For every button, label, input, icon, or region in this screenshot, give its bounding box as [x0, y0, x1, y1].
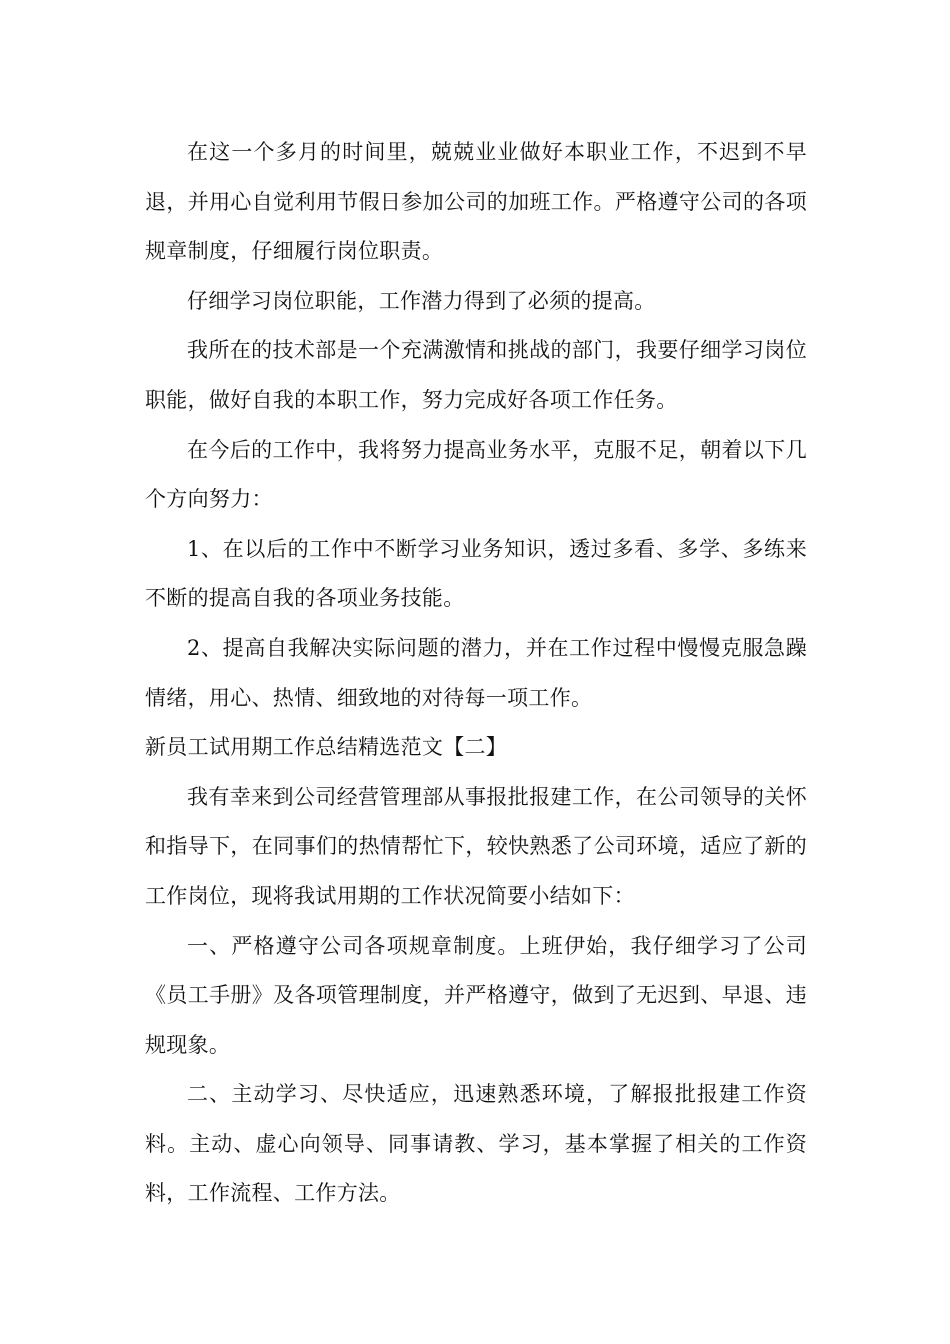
- paragraph-4: 在今后的工作中，我将努力提高业务水平，克服不足，朝着以下几个方向努力：: [145, 437, 807, 512]
- paragraph-8: 一、严格遵守公司各项规章制度。上班伊始，我仔细学习了公司《员工手册》及各项管理制度，并严格遵守，做到了无迟到、早退、违规现象。: [145, 933, 807, 1057]
- paragraph-2: 仔细学习岗位职能，工作潜力得到了必须的提高。: [187, 288, 656, 313]
- paragraph-3: 我所在的技术部是一个充满激情和挑战的部门，我要仔细学习岗位职能，做好自我的本职工作，努力完成好各项工作任务。: [145, 338, 807, 412]
- paragraph-9: 二、主动学习、尽快适应，迅速熟悉环境，了解报批报建工作资料。主动、虚心向领导、同事请教、学习，基本掌握了相关的工作资料，工作流程、工作方法。: [145, 1082, 807, 1206]
- paragraph-7: 我有幸来到公司经营管理部从事报批报建工作，在公司领导的关怀和指导下，在同事们的热情帮忙下，较快熟悉了公司环境，适应了新的工作岗位，现将我试用期的工作状况简要小结如下：: [145, 784, 807, 908]
- paragraph-5: 1、在以后的工作中不断学习业务知识，透过多看、多学、多练来不断的提高自我的各项业务技能。: [145, 536, 807, 611]
- section-heading: 新员工试用期工作总结精选范文【二】: [145, 735, 508, 760]
- paragraph-1: 在这一个多月的时间里，兢兢业业做好本职业工作，不迟到不早退，并用心自觉利用节假日参加公司的加班工作。严格遵守公司的各项规章制度，仔细履行岗位职责。: [145, 140, 807, 264]
- paragraph-6: 2、提高自我解决实际问题的潜力，并在工作过程中慢慢克服急躁情绪，用心、热情、细致地的对待每一项工作。: [145, 635, 807, 710]
- document-body: [145, 128, 807, 1219]
